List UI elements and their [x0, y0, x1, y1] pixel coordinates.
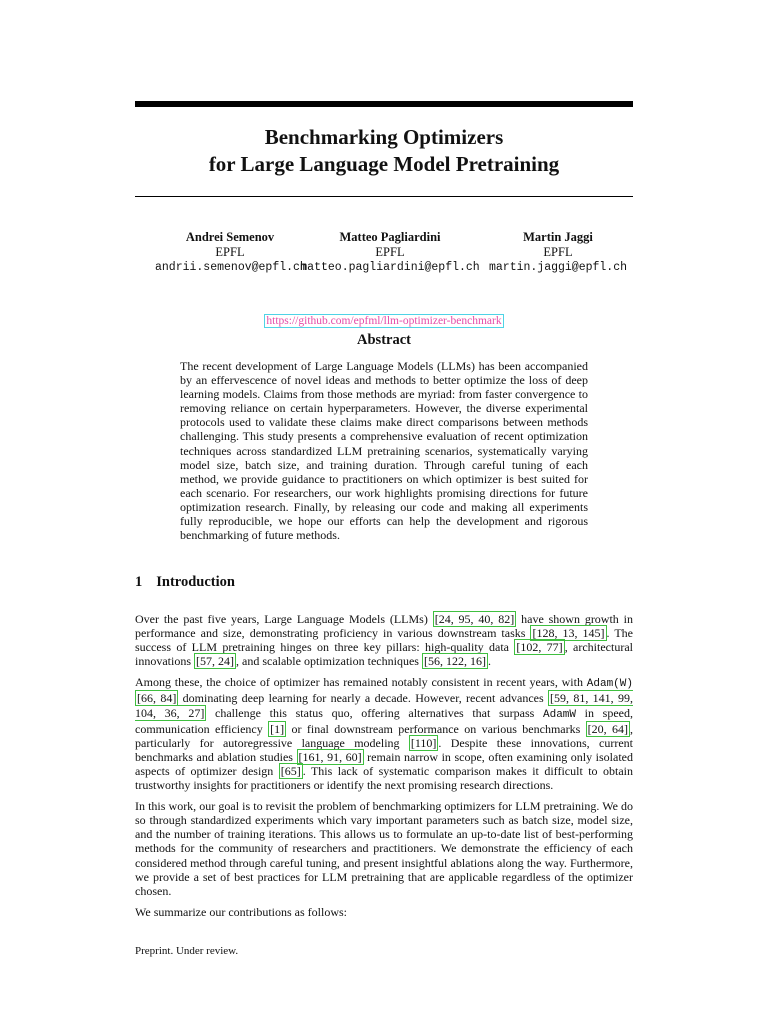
author-affiliation: EPFL	[543, 245, 573, 259]
text-run: , particularly for autoregressive language modeling	[135, 721, 633, 750]
citation-link[interactable]: [65]	[280, 763, 301, 778]
author-block-1	[155, 230, 305, 275]
citation-link[interactable]: [161, 91, 60]	[298, 749, 362, 764]
abstract-heading: Abstract	[357, 332, 411, 348]
author-email: martin.jaggi@epfl.ch	[488, 261, 628, 274]
citation-link[interactable]: [59, 81, 141, 99, 104, 36, 27]	[135, 691, 633, 720]
author-email: andrii.semenov@epfl.ch	[155, 261, 307, 274]
code-adamw: AdamW	[543, 708, 577, 721]
text-run: Over the past five years, Large Language Models (LLMs)	[135, 612, 433, 626]
intro-paragraph-4: We summarize our contributions as follows:	[135, 904, 347, 919]
text-run: . Despite these innovations, current benchmarks and ablation studies	[135, 735, 633, 764]
citation-link[interactable]: [66, 84]	[137, 691, 177, 706]
author-affiliation: EPFL	[375, 245, 405, 259]
citation-link[interactable]: [102, 77]	[516, 640, 563, 655]
author-name: Martin Jaggi	[523, 230, 593, 244]
text-run: dominating deep learning for nearly a decade. However, recent advances	[178, 691, 548, 706]
section-number: 1	[135, 574, 143, 590]
text-run: remain narrow in scope, often examining only isolated aspects of optimizer design	[135, 749, 633, 778]
paper-title	[135, 124, 633, 178]
author-block-3	[487, 230, 629, 275]
author-name: Matteo Pagliardini	[339, 230, 441, 244]
repo-link-container	[0, 314, 768, 328]
section-title: Introduction	[156, 574, 235, 590]
citation-link[interactable]: [20, 64]	[587, 721, 628, 736]
intro-paragraph-3: In this work, our goal is to revisit the problem of benchmarking optimizers for LLM pretraining. We do so through standardized experiments which vary important parameters such as batch size, model size, and the number of training iterations. This allows us to formulate an up-to-date list of best-performing methods for the community of researchers and practitioners. We demonstrate the efficiency of each considered method through careful tuning, and present insightful ablations along the way. Furthermore, we provide a set of best practices for LLM pretraining that are applicable regardless of the optimizer chosen.	[135, 799, 633, 898]
author-affiliation: EPFL	[215, 245, 245, 259]
author-email: matteo.pagliardini@epfl.ch	[300, 261, 480, 274]
text-run: challenge this status quo, offering alternatives that surpass	[206, 705, 543, 720]
text-run: , and scalable optimization techniques	[236, 654, 422, 669]
citation-link[interactable]: [56, 122, 16]	[423, 654, 486, 669]
intro-paragraph-1	[135, 612, 633, 668]
citation-link[interactable]: [24, 95, 40, 82]	[434, 612, 515, 626]
code-adamw: Adam(W)	[586, 678, 633, 691]
citation-link[interactable]: [1]	[270, 721, 285, 736]
citation-link[interactable]: [57, 24]	[196, 654, 234, 669]
citation-link[interactable]: [128, 13, 145]	[532, 626, 605, 641]
text-run: or final downstream performance on various benchmarks	[286, 721, 586, 736]
title-top-rule	[135, 101, 633, 107]
author-name: Andrei Semenov	[185, 230, 275, 244]
preprint-footer: Preprint. Under review.	[135, 945, 239, 957]
text-run: in speed, communication efficiency	[135, 705, 633, 736]
repo-link[interactable]: https://github.com/epfml/llm-optimizer-benchmark	[266, 315, 502, 327]
title-line-2: for Large Language Model Pretraining	[208, 152, 560, 176]
citation-link[interactable]: [110]	[410, 735, 437, 750]
intro-paragraph-2	[135, 675, 633, 792]
text-run: . The success of LLM pretraining hinges on three key pillars: high-quality data	[135, 626, 633, 655]
text-run: , architectural innovations	[135, 640, 633, 669]
abstract-text: The recent development of Large Language Models (LLMs) has been accompanied by an effervescence of novel ideas and methods to better optimize the loss of deep learning models. Claims from those methods are myriad: from faster convergence to removing reliance on certain hyperparameters. However, the diverse experimental protocols used to validate these claims make direct comparisons between methods challenging. This study presents a comprehensive evaluation of recent optimization techniques across standardized LLM pretraining scenarios, systematically varying model size, batch size, and training duration. Through careful tuning of each method, we provide guidance to practitioners on which optimizer is best suited for each scenario. For researchers, our work highlights promising directions for future optimization research. Finally, by releasing our code and making all experiments fully reproducible, we hope our efforts can help the development and rigorous benchmarking of future methods.	[180, 359, 588, 543]
text-run: Among these, the choice of optimizer has remained notably consistent in recent years, with	[135, 675, 587, 690]
author-block-2	[300, 230, 480, 275]
section-heading	[135, 574, 235, 591]
title-bottom-rule	[135, 196, 633, 197]
title-line-1: Benchmarking Optimizers	[264, 125, 504, 149]
text-run: have shown growth in performance and size, demonstrating proficiency in various downstream tasks	[135, 612, 633, 641]
text-run: . This lack of systematic comparison makes it difficult to obtain trustworthy insights for practitioners or identify the next promising research directions.	[135, 763, 633, 793]
intro-body	[135, 612, 633, 926]
text-run: .	[487, 654, 491, 669]
